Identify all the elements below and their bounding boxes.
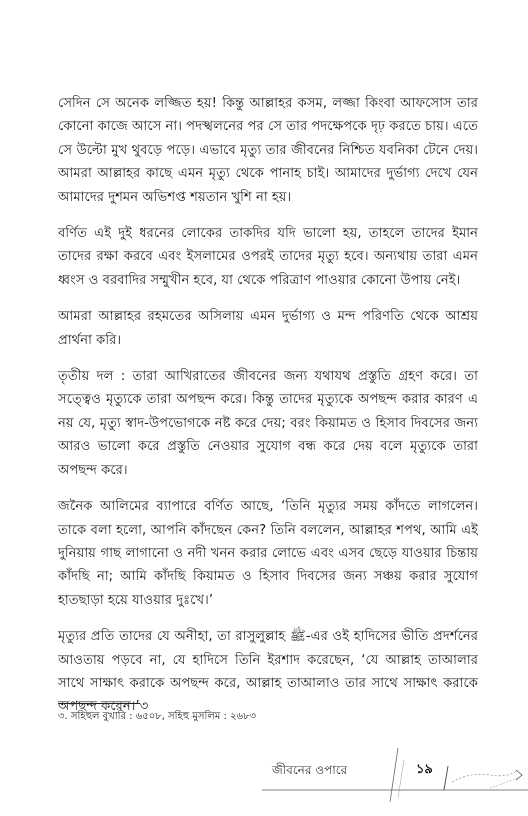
paragraph: তৃতীয় দল : তারা আখিরাতের জীবনের জন্য যথাযথ প্রস্তুতি গ্রহণ করে। তা সত্ত্বেও মৃত্যুকে তারা অপছন্দ করে। কিন্তু তাদের মৃত্যুকে অপছন্দ করার কারণ এ নয় যে, মৃত্যু স্বাদ-উপভোগকে নষ্ট করে দেয়; বরং কিয়ামত ও হিসাব দিবসের জন্য আরও ভালো করে প্রস্তুতি নেওয়ার সুযোগ বন্ধ করে দেয় বলে মৃত্যুকে তারা অপছন্দ করে।: [58, 369, 478, 478]
paragraph: মৃত্যুর প্রতি তাদের যে অনীহা, তা রাসুলুল্লাহ ﷺ-এর ওই হাদিসের ভীতি প্রদর্শনের আওতায় পড়বে না, যে হাদিসে তিনি ইরশাদ করেছেন, ‘যে আল্লাহ তাআলার সাথে সাক্ষাৎ করাকে অপছন্দ করে, আল্লাহ তাআলাও তার সাথে সাক্ষাৎ করাকে অপছন্দ করেন।’৩: [58, 629, 478, 715]
paragraph: বর্ণিত এই দুই ধরনের লোকের তাকদির যদি ভালো হয়, তাহলে তাদের ইমান তাদের রক্ষা করবে এবং ইসলামের ওপরই তাদের মৃত্যু হবে। অন্যথায় তারা এমন ধ্বংস ও বরবাদির সম্মুখীন হবে, যা থেকে পরিত্রাণ পাওয়ার কোনো উপায় নেই।: [58, 226, 478, 288]
paragraph: আমরা আল্লাহর রহমতের অসিলায় এমন দুর্ভাগ্য ও মন্দ পরিণতি থেকে আশ্রয় প্রার্থনা করি।: [58, 309, 478, 348]
running-head: জীবনের ওপারে: [272, 763, 348, 777]
footnote: ৩. সহিহুল বুখারি : ৬৫০৮, সহিহু মুসলিম : ২৬৮৩: [58, 711, 257, 722]
paragraph: সেদিন সে অনেক লজ্জিত হয়! কিন্তু আল্লাহর কসম, লজ্জা কিংবা আফসোস তার কোনো কাজে আসে না। পদস্খলনের পর সে তার পদক্ষেপকে দৃঢ় করতে চায়। এতে সে উল্টো মুখ থুবড়ে পড়ে। এভাবে মৃত্যু তার জীবনের নিশ্চিত যবনিকা টেনে দেয়। আমরা আল্লাহর কাছে এমন মৃত্যু থেকে পানাহ চাই। আমাদের দুর্ভাগ্য দেখে যেন আমাদের দুশমন অভিশপ্ত শয়তান খুশি না হয়।: [58, 96, 478, 205]
paragraph: জনৈক আলিমের ব্যাপারে বর্ণিত আছে, ‘তিনি মৃত্যুর সময় কাঁদতে লাগলেন। তাকে বলা হলো, আপনি কাঁদছেন কেন? তিনি বললেন, আল্লাহর শপথ, আমি এই দুনিয়ায় গাছ লাগানো ও নদী খনন করার লোভে এবং এসব ছেড়ে যাওয়ার চিন্তায় কাঁদছি না; আমি কাঁদছি কিয়ামত ও হিসাব দিবসের জন্য সঞ্চয় করার সুযোগ হাতছাড়া হয়ে যাওয়ার দুঃখে।’: [58, 499, 478, 608]
page-number: ১৯: [416, 762, 433, 777]
